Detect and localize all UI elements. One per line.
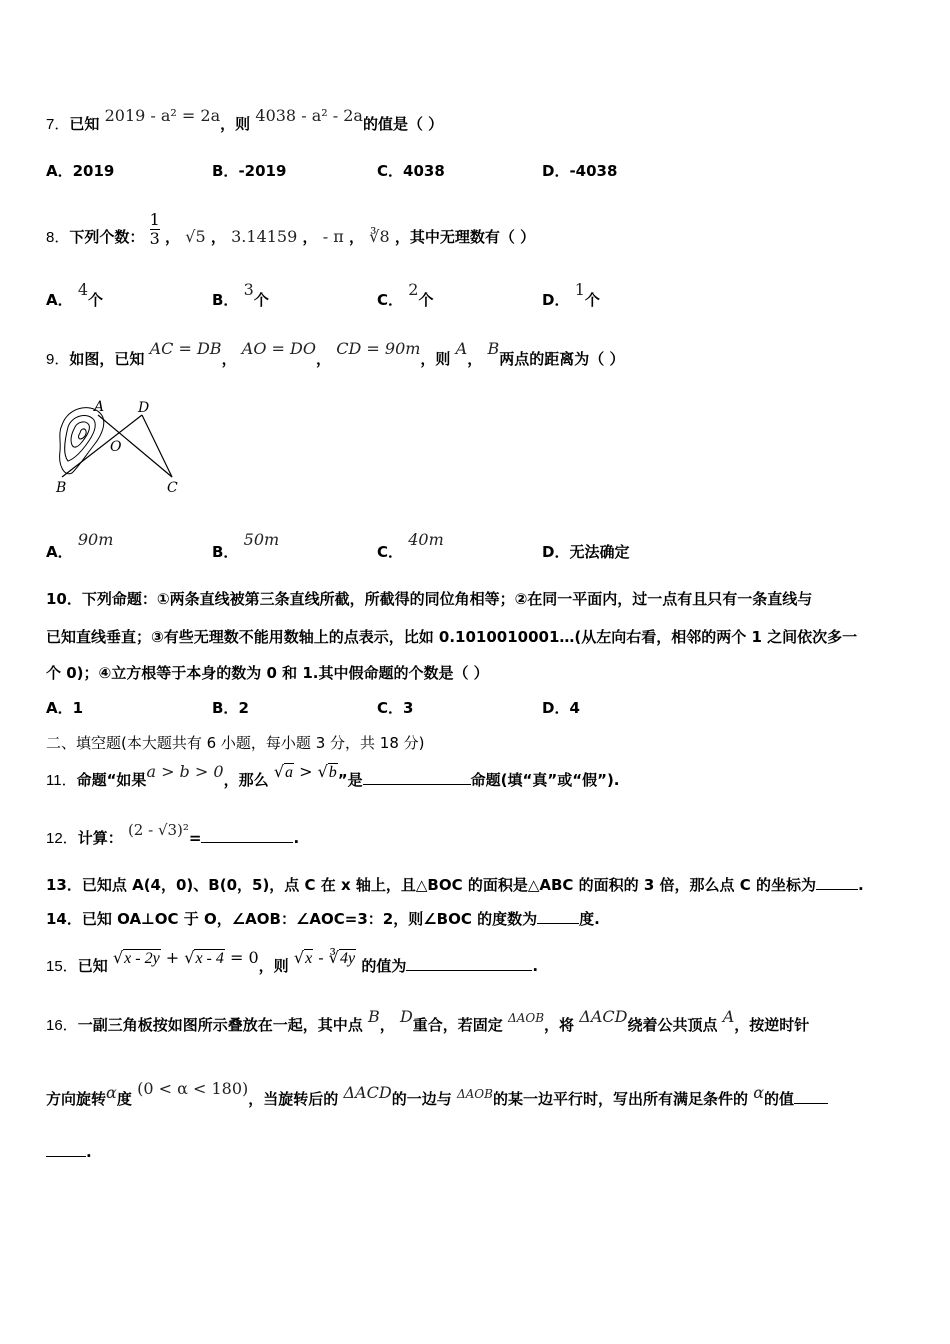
q10-line1: 10．下列命题：①两条直线被第三条直线所截，所截得的同位角相等；②在同一平面内，过一点有且只有一条直线与: [46, 590, 813, 608]
q9-option-b: B． 50m: [212, 530, 280, 561]
q15-given-expr: √x - 2y + √x - 4 = 0: [112, 948, 259, 967]
q15-target-expr: √x - ∛4y: [293, 948, 356, 967]
q7-option-c: C．4038: [377, 162, 445, 180]
q11-stem: 11．命题“如果a > b > 0，那么 √a > √b”是 命题(填“真”或“假”).: [46, 762, 620, 789]
q8-option-c: C． 2个: [377, 280, 434, 309]
q9-label-b: B: [56, 480, 67, 496]
q9-label-o: O: [110, 439, 122, 455]
q14-stem: 14．已知 OA⊥OC 于 O，∠AOB：∠AOC=3：2，则∠BOC 的度数为 度.: [46, 910, 600, 928]
section-heading: 二、填空题(本大题共有 6 小题，每小题 3 分，共 18 分): [46, 734, 425, 752]
q10-option-d: D．4: [542, 699, 580, 717]
q7-stem: 7．已知 2019 - a² = 2a，则 4038 - a² - 2a的值是（ ）: [46, 106, 444, 133]
q10-line3: 个 0)；④立方根等于本身的数为 0 和 1.其中假命题的个数是（ ）: [46, 664, 489, 682]
q12-stem: 12．计算： (2 - √3)²= .: [46, 821, 300, 847]
q9-option-a: A． 90m: [46, 530, 114, 561]
q9-option-d: D．无法确定: [542, 543, 630, 561]
q8-option-a: A． 4个: [46, 280, 104, 309]
q11-answer-blank[interactable]: [363, 770, 471, 785]
q9-option-c: C． 40m: [377, 530, 444, 561]
q13-stem: 13．已知点 A(4，0)、B(0，5)，点 C 在 x 轴上，且△BOC 的面积是△ABC 的面积的 3 倍，那么点 C 的坐标为 .: [46, 876, 864, 894]
q14-answer-blank[interactable]: [537, 909, 579, 924]
q16-answer-blank-part1[interactable]: [794, 1089, 828, 1104]
q11-sqrt-expr: √a > √b: [273, 762, 337, 781]
q16-line1: 16．一副三角板按如图所示叠放在一起，其中点 B， D重合，若固定 $^{\Delta AOB}$，将 ΔACD绕着公共顶点 A，按逆时针: [46, 1007, 810, 1034]
q8-option-d: D． 1个: [542, 280, 600, 309]
q10-line2: 已知直线垂直；③有些无理数不能用数轴上的点表示，比如 0.1010010001…(从左向右看，相邻的两个 1 之间依次多一: [46, 628, 858, 646]
q9-figure: [50, 395, 190, 500]
q10-option-a: A．1: [46, 699, 84, 717]
q7-option-b: B．-2019: [212, 162, 287, 180]
q7-number: 7．: [46, 116, 70, 133]
q13-answer-blank[interactable]: [816, 875, 858, 890]
q15-stem: 15．已知 √x - 2y + √x - 4 = 0，则 √x - ∛4y 的值为 .: [46, 948, 539, 975]
q7-expr2: 4038 - a² - 2a: [255, 106, 363, 125]
q16-line3: .: [46, 1142, 92, 1162]
q9-label-d: D: [138, 400, 150, 416]
q8-fraction: $\frac{1}{3}$: [149, 210, 160, 248]
q9-stem: 9．如图，已知 AC = DB， AO = DO， CD = 90m，则 A， B两点的距离为（ ）: [46, 339, 625, 368]
q8-option-b: B． 3个: [212, 280, 269, 309]
q10-option-b: B．2: [212, 699, 249, 717]
q7-option-a: A．2019: [46, 162, 115, 180]
q7-expr1: 2019 - a² = 2a: [104, 106, 221, 125]
q15-answer-blank[interactable]: [406, 956, 532, 971]
q8-stem: 8．下列个数： $\frac{1}{3}$ ， √5 ， 3.14159 ， - π ， ∛8 ，其中无理数有（ ）: [46, 210, 536, 248]
q9-label-c: C: [167, 480, 178, 496]
q10-option-c: C．3: [377, 699, 414, 717]
q16-line2: 方向旋转α度 (0 < α < 180)，当旋转后的 ΔACD的一边与 $^{\Delta AOB}$的某一边平行时，写出所有满足条件的 α的值: [46, 1089, 828, 1110]
q7-option-d: D．-4038: [542, 162, 618, 180]
q12-answer-blank[interactable]: [201, 828, 293, 843]
q9-label-a: A: [94, 399, 105, 415]
q16-answer-blank-part2[interactable]: [46, 1142, 86, 1157]
